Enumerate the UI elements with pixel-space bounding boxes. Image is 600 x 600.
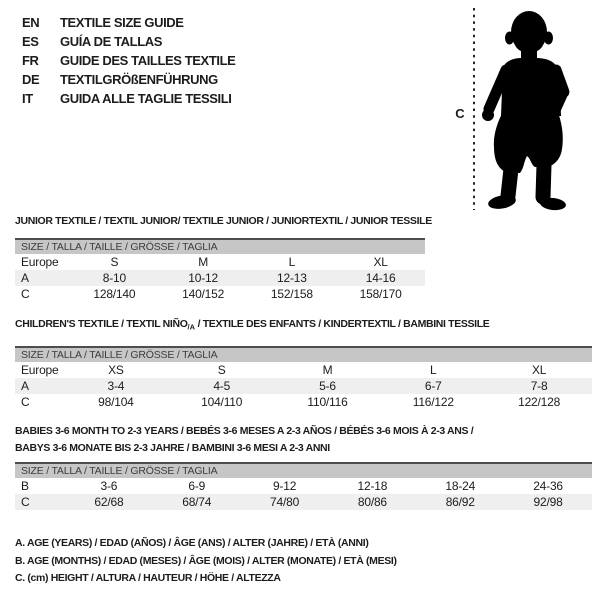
table-cell: 86/92 (445, 495, 475, 509)
table-cell: 5-6 (319, 379, 336, 393)
table-cell: 7-8 (530, 379, 548, 393)
table-cell: XL (531, 363, 547, 377)
table-row-height (15, 286, 425, 302)
table-cell: M (322, 363, 333, 377)
table-cell: 140/152 (182, 287, 225, 301)
table-row-age (15, 270, 425, 286)
table-cell: 152/158 (270, 287, 313, 301)
table-cell: 128/140 (93, 287, 136, 301)
table-cell: 9-12 (272, 479, 297, 493)
table-cell: 3-6 (100, 479, 118, 493)
language-row-de (22, 70, 235, 89)
table-row-height (15, 394, 592, 410)
language-code: ES (22, 34, 39, 49)
table-cell: 14-16 (365, 271, 396, 285)
table-row-age (15, 378, 592, 394)
table-cell: 4-5 (213, 379, 231, 393)
language-row-fr (22, 51, 235, 70)
language-row-en (22, 13, 235, 32)
table-cell: 98/104 (98, 395, 134, 409)
legend-note-c: C. (cm) HEIGHT / ALTURA / HAUTEUR / HÖHE / ALTEZZA (15, 572, 281, 584)
table-cell: L (288, 255, 296, 269)
size-header-band (15, 462, 592, 478)
babies-size-table (15, 462, 592, 510)
table-cell: 12-13 (277, 271, 307, 285)
row-label: A (21, 271, 29, 285)
language-list (22, 13, 235, 108)
table-cell: 158/170 (359, 287, 402, 301)
table-cell: 80/86 (357, 495, 387, 509)
row-label: C (21, 287, 30, 301)
language-title: GUIDA ALLE TAGLIE TESSILI (60, 91, 232, 106)
children-section-title (15, 318, 489, 332)
junior-section-title: JUNIOR TEXTILE / TEXTIL JUNIOR/ TEXTILE JUNIOR / JUNIORTEXTIL / JUNIOR TESSILE (15, 215, 432, 227)
baby-silhouette-icon (480, 6, 590, 219)
babies-title-line2: BABYS 3-6 MONATE BIS 2-3 JAHRE / BAMBINI 3-6 MESI A 2-3 ANNI (15, 442, 330, 454)
legend-note-a: A. AGE (YEARS) / EDAD (AÑOS) / ÂGE (ANS) / ALTER (JAHRE) / ETÀ (ANNI) (15, 537, 369, 549)
row-label: Europe (21, 363, 59, 377)
language-title: TEXTILGRÖßENFÜHRUNG (60, 72, 218, 87)
table-cell: 62/68 (94, 495, 124, 509)
table-cell: 110/116 (307, 395, 348, 409)
table-cell: 122/128 (518, 395, 561, 409)
children-size-table (15, 346, 592, 410)
children-title-pre: CHILDREN'S TEXTILE / TEXTIL NIÑO (15, 318, 188, 330)
language-row-es (22, 32, 235, 51)
table-cell: 10-12 (188, 271, 218, 285)
table-cell: 8-10 (102, 271, 126, 285)
size-header-label: SIZE / TALLA / TAILLE / GRÖSSE / TAGLIA (21, 241, 218, 253)
row-label: A (21, 379, 29, 393)
table-row-height (15, 494, 592, 510)
table-cell: S (110, 255, 119, 269)
table-cell: 12-18 (357, 479, 388, 493)
legend-notes (15, 535, 397, 588)
language-title: GUIDE DES TAILLES TEXTILE (60, 53, 236, 68)
language-row-it (22, 89, 235, 108)
size-header-band (15, 238, 425, 254)
language-code: EN (22, 15, 40, 30)
table-cell: 18-24 (445, 479, 476, 493)
height-measure-label: C (455, 106, 465, 121)
language-code: DE (22, 72, 40, 87)
legend-note-b: B. AGE (MONTHS) / EDAD (MESES) / ÂGE (MOIS) / ALTER (MONATE) / ETÀ (MESI) (15, 554, 397, 567)
babies-title-line1: BABIES 3-6 MONTH TO 2-3 YEARS / BEBÉS 3-6 MESES A 2-3 AÑOS / BÉBÉS 3-6 MOIS À 2-3 ANS / (15, 425, 474, 437)
language-code: FR (22, 53, 39, 68)
language-title: GUÍA DE TALLAS (60, 34, 163, 49)
size-header-band (15, 346, 592, 362)
table-cell: 3-4 (107, 379, 125, 393)
row-label: C (21, 495, 30, 509)
table-cell: XS (108, 363, 124, 377)
table-cell: 6-9 (188, 479, 206, 493)
table-cell: 68/74 (182, 495, 212, 509)
table-cell: 92/98 (533, 495, 563, 509)
table-cell: 6-7 (424, 379, 442, 393)
children-title-subscript: /A (187, 322, 196, 332)
children-title-post: / TEXTILE DES ENFANTS / KINDERTEXTIL / BAMBINI TESSILE (195, 318, 490, 330)
row-label: B (21, 479, 29, 493)
babies-section-title (15, 423, 515, 457)
table-cell: L (430, 363, 437, 377)
size-header-label: SIZE / TALLA / TAILLE / GRÖSSE / TAGLIA (21, 349, 218, 361)
table-cell: 24-36 (533, 479, 563, 493)
junior-size-table (15, 238, 425, 302)
height-dashed-line (472, 8, 476, 215)
table-cell: M (198, 255, 209, 269)
table-cell: XL (373, 255, 388, 269)
language-title: TEXTILE SIZE GUIDE (60, 15, 184, 30)
table-cell: 116/122 (412, 395, 454, 409)
table-row-age-months (15, 478, 592, 494)
language-code: IT (22, 91, 33, 106)
row-label: Europe (21, 255, 59, 269)
table-row-europe (15, 362, 592, 378)
table-row-europe (15, 254, 425, 270)
table-cell: S (217, 363, 226, 377)
table-cell: 74/80 (270, 495, 300, 509)
size-header-label: SIZE / TALLA / TAILLE / GRÖSSE / TAGLIA (21, 465, 218, 477)
table-cell: 104/110 (201, 395, 243, 409)
row-label: C (21, 395, 30, 409)
